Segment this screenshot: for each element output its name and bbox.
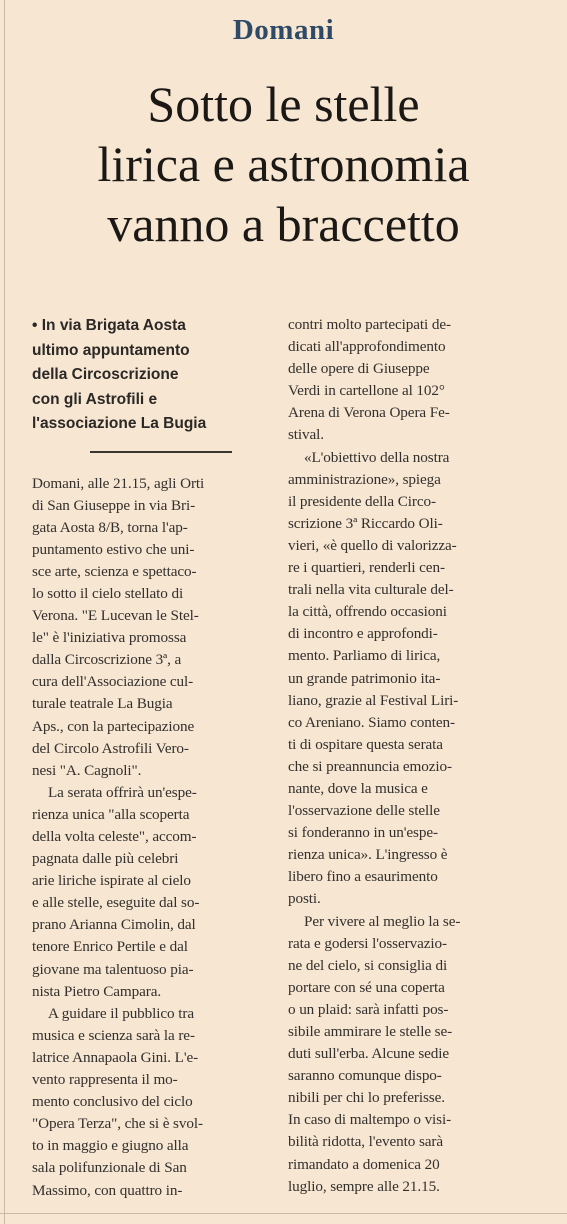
text-line: puntamento estivo che uni- bbox=[32, 540, 195, 558]
text-line: di incontro e approfondi- bbox=[288, 625, 438, 643]
right-column bbox=[288, 314, 528, 1198]
text-line: ultimo appuntamento bbox=[32, 341, 190, 359]
text-line: libero fino a esaurimento bbox=[288, 868, 438, 886]
text-line: contri molto partecipati de- bbox=[288, 316, 451, 333]
text-line: giovane ma talentuoso pia- bbox=[32, 960, 194, 978]
text-line: A guidare il pubblico tra bbox=[48, 1004, 194, 1022]
text-line: nesi "A. Cagnoli". bbox=[32, 761, 142, 779]
text-line: sibile ammirare le stelle se- bbox=[288, 1023, 453, 1040]
text-line: re i quartieri, renderli cen- bbox=[288, 559, 445, 577]
text-line: musica e scienza sarà la re- bbox=[32, 1026, 195, 1044]
text-line: si fonderanno in un'espe- bbox=[288, 824, 438, 842]
text-line: mento. Parliamo di lirica, bbox=[288, 647, 441, 665]
left-column bbox=[32, 314, 270, 1202]
text-line: e alle stelle, eseguite dal so- bbox=[32, 894, 200, 912]
text-line: dicati all'approfondimento bbox=[288, 338, 446, 356]
text-line: nista Pietro Campara. bbox=[32, 982, 162, 1000]
text-line: stival. bbox=[288, 426, 325, 444]
text-line: duti sull'erba. Alcune sedie bbox=[288, 1045, 450, 1063]
text-line: scrizione 3ª Riccardo Oli- bbox=[288, 514, 443, 532]
text-line: gata Aosta 8/B, torna l'ap- bbox=[32, 518, 188, 536]
text-line: bilità ridotta, l'evento sarà bbox=[288, 1133, 444, 1151]
text-line: nante, dove la musica e bbox=[288, 779, 428, 797]
text-line: "Opera Terza", che si è svol- bbox=[32, 1115, 203, 1133]
text-line: turale teatrale La Bugia bbox=[32, 695, 173, 713]
text-line: trali nella vita culturale del- bbox=[288, 581, 454, 599]
text-line: vieri, «è quello di valorizza- bbox=[288, 536, 457, 554]
text-line: di San Giuseppe in via Bri- bbox=[32, 496, 196, 514]
text-line: prano Arianna Cimolin, dal bbox=[32, 916, 196, 934]
right-column-text bbox=[288, 314, 528, 1198]
text-line: Domani, alle 21.15, agli Orti bbox=[32, 474, 205, 492]
text-line: mento conclusivo del ciclo bbox=[32, 1093, 193, 1111]
text-line: latrice Annapaola Gini. L'e- bbox=[32, 1048, 199, 1066]
text-line: lo sotto il cielo stellato di bbox=[32, 584, 184, 602]
text-line: Verdi in cartellone al 102° bbox=[288, 382, 445, 400]
text-line: Verona. "E Lucevan le Stel- bbox=[32, 607, 199, 625]
text-line: saranno comunque dispo- bbox=[288, 1067, 442, 1085]
text-line: vento rappresenta il mo- bbox=[32, 1071, 178, 1089]
text-line: In caso di maltempo o visi- bbox=[288, 1111, 452, 1129]
text-line: della volta celeste", accom- bbox=[32, 828, 197, 845]
text-line: ti di ospitare questa serata bbox=[288, 735, 443, 753]
subhead-divider bbox=[90, 451, 232, 453]
text-line: Aps., con la partecipazione bbox=[32, 717, 195, 735]
headline-line: lirica e astronomia bbox=[97, 136, 470, 192]
text-line: con gli Astrofili e bbox=[32, 390, 158, 408]
text-line: arie liriche ispirate al cielo bbox=[32, 872, 191, 890]
text-line: co Areniano. Siamo conten- bbox=[288, 713, 455, 731]
text-line: l'osservazione delle stelle bbox=[288, 802, 440, 820]
text-line: Massimo, con quattro in- bbox=[32, 1181, 183, 1199]
text-line: un grande patrimonio ita- bbox=[288, 669, 441, 687]
text-line: ne del cielo, si consiglia di bbox=[288, 956, 448, 974]
text-line: tenore Enrico Pertile e dal bbox=[32, 938, 188, 956]
text-line: del Circolo Astrofili Vero- bbox=[32, 739, 189, 757]
text-line: rata e godersi l'osservazio- bbox=[288, 934, 447, 952]
headline-line: Sotto le stelle bbox=[147, 76, 420, 132]
text-line: pagnata dalle più celebri bbox=[32, 850, 179, 868]
bottom-rule bbox=[0, 1213, 567, 1214]
article-headline bbox=[10, 74, 557, 254]
article-subhead bbox=[32, 314, 270, 437]
text-line: posti. bbox=[288, 890, 321, 908]
text-line: il presidente della Circo- bbox=[288, 492, 436, 510]
text-line: la città, offrendo occasioni bbox=[288, 603, 447, 621]
text-line: rienza unica "alla scoperta bbox=[32, 805, 190, 823]
text-line: delle opere di Giuseppe bbox=[288, 360, 430, 378]
text-line: cura dell'Associazione cul- bbox=[32, 673, 194, 691]
text-line: Arena di Verona Opera Fe- bbox=[288, 404, 450, 422]
text-line: amministrazione», spiega bbox=[288, 470, 441, 488]
text-line: to in maggio e giugno alla bbox=[32, 1137, 189, 1155]
article-columns bbox=[0, 314, 567, 1214]
text-line: che si preannuncia emozio- bbox=[288, 757, 452, 775]
text-line: l'associazione La Bugia bbox=[32, 415, 207, 432]
text-line: La serata offrirà un'espe- bbox=[48, 783, 197, 801]
section-kicker: Domani bbox=[232, 14, 335, 46]
text-line: le" è l'iniziativa promossa bbox=[32, 629, 187, 647]
text-line: • In via Brigata Aosta bbox=[32, 317, 186, 334]
text-line: o un plaid: sarà infatti pos- bbox=[288, 1000, 449, 1018]
text-line: rienza unica». L'ingresso è bbox=[288, 846, 448, 864]
text-line: dalla Circoscrizione 3ª, a bbox=[32, 651, 182, 669]
text-line: nibili per chi lo preferisse. bbox=[288, 1089, 445, 1107]
text-line: luglio, sempre alle 21.15. bbox=[288, 1177, 440, 1195]
text-line: sce arte, scienza e spettaco- bbox=[32, 562, 197, 580]
text-line: portare con sé una coperta bbox=[288, 978, 445, 996]
left-column-text bbox=[32, 473, 270, 1202]
text-line: della Circoscrizione bbox=[32, 366, 179, 383]
text-line: «L'obiettivo della nostra bbox=[304, 448, 450, 466]
text-line: Per vivere al meglio la se- bbox=[304, 912, 461, 930]
text-line: sala polifunzionale di San bbox=[32, 1159, 187, 1177]
text-line: rimandato a domenica 20 bbox=[288, 1155, 440, 1173]
text-line: liano, grazie al Festival Liri- bbox=[288, 691, 459, 709]
headline-line: vanno a braccetto bbox=[107, 196, 460, 252]
